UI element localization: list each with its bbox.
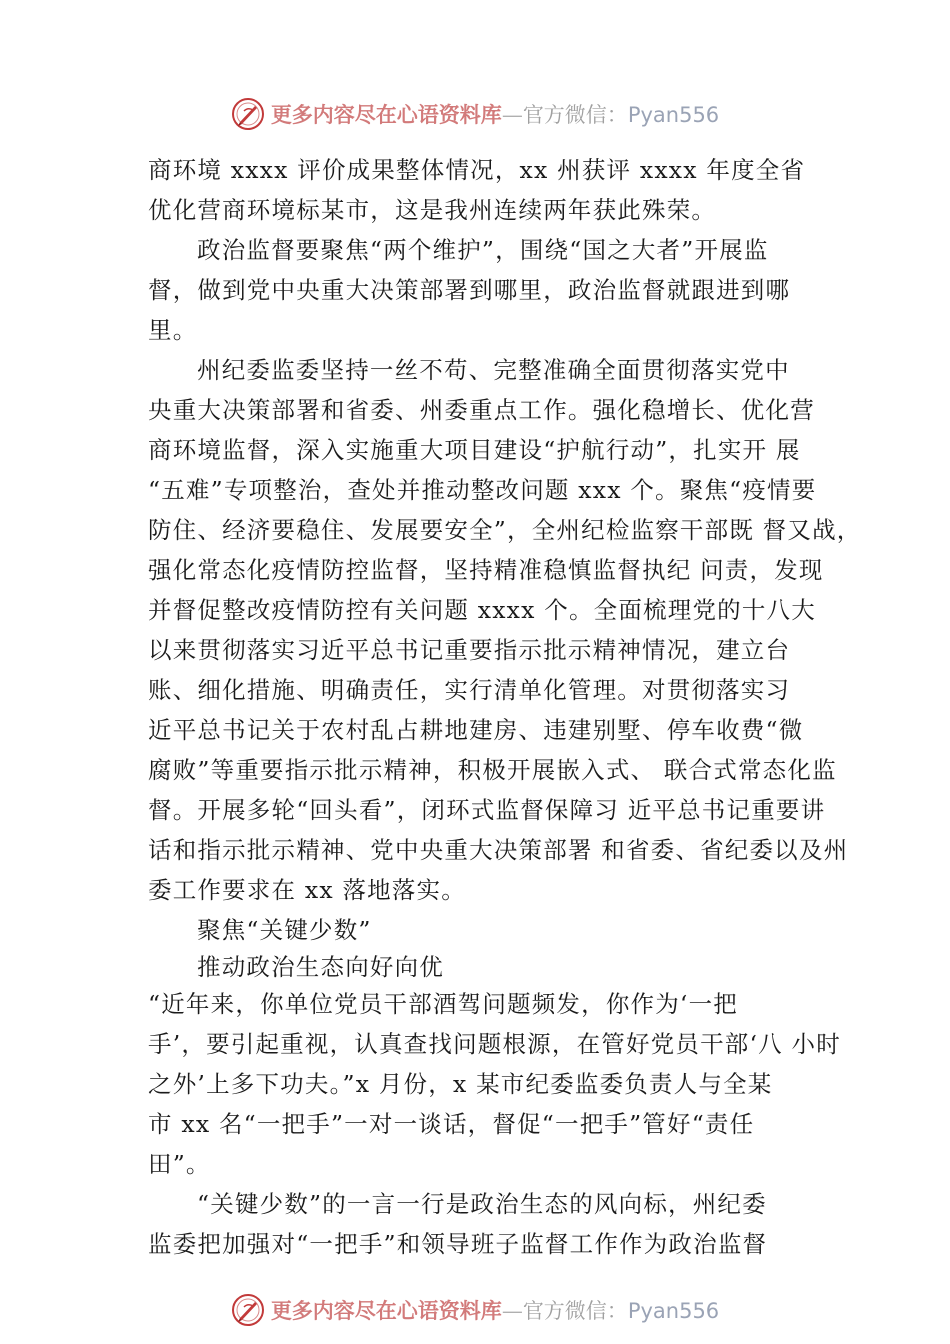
text-line: 商环境监督，深入实施重大项目建设“护航行动”，扎实开 展 [148, 436, 801, 464]
header-wechat-id: Pyan556 [627, 103, 720, 127]
text-line: 商环境 xxxx 评价成果整体情况，xx 州获评 xxxx 年度全省 [148, 156, 806, 184]
footer-wechat-id: Pyan556 [627, 1299, 720, 1323]
logo-icon [231, 97, 265, 131]
footer-banner [0, 1288, 950, 1332]
text-line: 田”。 [148, 1150, 211, 1178]
header-dash: — [501, 103, 523, 127]
footer-text [271, 1295, 719, 1325]
header-text [271, 99, 719, 129]
text-line: 之外’上多下功夫。”x 月份，x 某市纪委监委负责人与全某 [148, 1070, 773, 1098]
text-line: 以来贯彻落实习近平总书记重要指示批示精神情况，建立台 [148, 636, 791, 664]
text-line: “五难”专项整治，查处并推动整改问题 xxx 个。聚焦“疫情要 [148, 476, 817, 504]
text-line: 里。 [148, 316, 198, 344]
text-line: 委工作要求在 xx 落地落实。 [148, 876, 466, 904]
footer-dash: — [501, 1299, 523, 1323]
text-line: 政治监督要聚焦“两个维护”，围绕“国之大者”开展监 [197, 236, 769, 264]
text-line: 监委把加强对“一把手”和领导班子监督工作作为政治监督 [148, 1230, 768, 1258]
text-line: 防住、经济要稳住、发展要安全”，全州纪检监察干部既 督又战， [148, 516, 862, 544]
text-line: 近平总书记关于农村乱占耕地建房、违建别墅、停车收费“微 [148, 716, 804, 744]
section-heading: 聚焦“关键少数” [197, 916, 372, 944]
logo-icon [231, 1293, 265, 1327]
header-main-text: 更多内容尽在心语资料库 [270, 102, 502, 127]
text-line: “关键少数”的一言一行是政治生态的风向标，州纪委 [197, 1190, 767, 1218]
footer-main-text: 更多内容尽在心语资料库 [270, 1298, 502, 1323]
text-line: 并督促整改疫情防控有关问题 xxxx 个。全面梳理党的十八大 [148, 596, 816, 624]
text-line: 央重大决策部署和省委、州委重点工作。强化稳增长、优化营 [148, 396, 815, 424]
header-sub-text: 官方微信： [522, 103, 628, 127]
text-line: 督，做到党中央重大决策部署到哪里，政治监督就跟进到哪 [148, 276, 791, 304]
footer-sub-text: 官方微信： [522, 1299, 628, 1323]
text-line: 手’，要引起重视，认真查找问题根源，在管好党员干部‘八 小时 [148, 1030, 841, 1058]
text-line: 市 xx 名“一把手”一对一谈话，督促“一把手”管好“责任 [148, 1110, 755, 1138]
text-line: 强化常态化疫情防控监督，坚持精准稳慎监督执纪 问责，发现 [148, 556, 824, 584]
text-line: “近年来，你单位党员干部酒驾问题频发，你作为‘一把 [148, 990, 738, 1018]
text-line: 话和指示批示精神、党中央重大决策部署 和省委、省纪委以及州 [148, 836, 849, 864]
text-line: 腐败”等重要指示批示精神，积极开展嵌入式、 联合式常态化监 [148, 756, 837, 784]
document-body [148, 150, 862, 1264]
text-line: 督。开展多轮“回头看”，闭环式监督保障习 近平总书记重要讲 [148, 796, 826, 824]
text-line: 账、细化措施、明确责任，实行清单化管理。对贯彻落实习 [148, 676, 791, 704]
text-line: 州纪委监委坚持一丝不苟、完整准确全面贯彻落实党中 [197, 356, 790, 384]
text-line: 优化营商环境标某市，这是我州连续两年获此殊荣。 [148, 196, 717, 224]
section-heading: 推动政治生态向好向优 [197, 953, 444, 981]
header-banner [0, 92, 950, 136]
